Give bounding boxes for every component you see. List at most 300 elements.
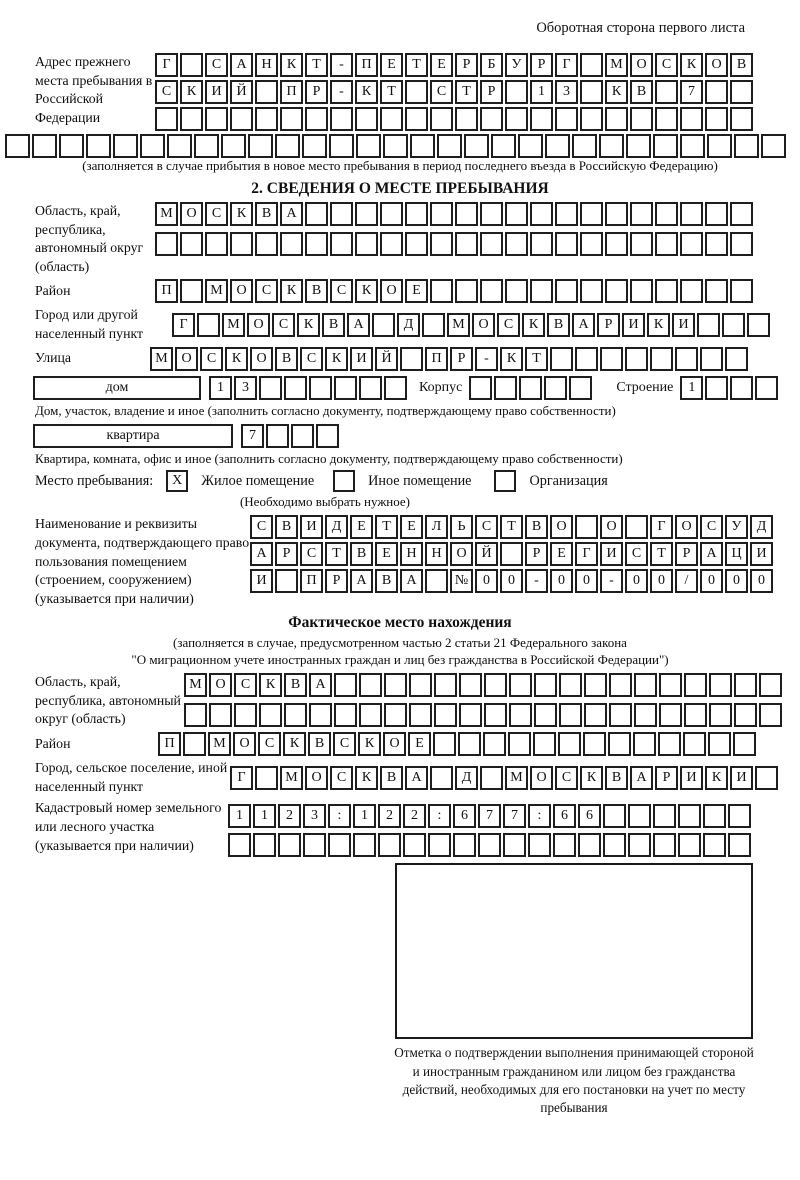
char-box [584, 703, 607, 727]
char-box: У [725, 515, 748, 539]
city-actual-row[interactable] [230, 766, 780, 790]
char-box [167, 134, 192, 158]
char-box [609, 703, 632, 727]
char-box [697, 313, 720, 337]
char-box: Р [525, 542, 548, 566]
char-box [291, 424, 314, 448]
char-box: 3 [555, 80, 578, 104]
char-box [480, 202, 503, 226]
char-box [734, 703, 757, 727]
char-box: С [234, 673, 257, 697]
char-box [630, 202, 653, 226]
char-box [605, 279, 628, 303]
char-box [599, 134, 624, 158]
char-box: С [300, 542, 323, 566]
char-box [309, 703, 332, 727]
char-box: Д [750, 515, 773, 539]
char-box [205, 232, 228, 256]
char-box [155, 232, 178, 256]
char-box: Т [650, 542, 673, 566]
char-box [555, 107, 578, 131]
field-district [35, 279, 800, 303]
char-box [625, 347, 648, 371]
char-box [140, 134, 165, 158]
char-box: Г [172, 313, 195, 337]
char-box [630, 279, 653, 303]
apartment-note: Квартира, комната, офис и иное (заполнить согласно документу, подтверждающему право собственности) [35, 450, 623, 466]
char-box [484, 703, 507, 727]
char-box: В [380, 766, 403, 790]
char-box: С [625, 542, 648, 566]
char-box: Р [480, 80, 503, 104]
document-row-1[interactable] [250, 515, 775, 539]
char-box [680, 202, 703, 226]
char-box [755, 766, 778, 790]
char-box [578, 833, 601, 857]
char-box: Й [375, 347, 398, 371]
char-box [626, 134, 651, 158]
char-box [650, 347, 673, 371]
char-box [430, 766, 453, 790]
char-box [734, 673, 757, 697]
char-box [221, 134, 246, 158]
char-box [359, 673, 382, 697]
char-box [530, 232, 553, 256]
char-box [494, 376, 517, 400]
char-box: С [555, 766, 578, 790]
char-box [628, 833, 651, 857]
char-box [478, 833, 501, 857]
char-box: О [247, 313, 270, 337]
char-box [305, 232, 328, 256]
char-box [434, 673, 457, 697]
char-box [634, 703, 657, 727]
char-box: Г [575, 542, 598, 566]
house-number-boxes[interactable] [209, 376, 409, 400]
region-row-2[interactable] [155, 232, 755, 256]
char-box [600, 347, 623, 371]
char-box: 0 [575, 569, 598, 593]
char-box: 1 [253, 804, 276, 828]
char-box [708, 732, 731, 756]
char-box [505, 107, 528, 131]
stay-type-label: Место пребывания: [35, 472, 154, 489]
char-box: И [680, 766, 703, 790]
char-box [32, 134, 57, 158]
char-box: 1 [530, 80, 553, 104]
char-box: К [358, 732, 381, 756]
char-box: 2 [403, 804, 426, 828]
char-box [725, 347, 748, 371]
char-box [197, 313, 220, 337]
char-box [434, 703, 457, 727]
char-box [603, 804, 626, 828]
char-box [730, 279, 753, 303]
char-box [580, 232, 603, 256]
char-box [455, 232, 478, 256]
char-box [302, 134, 327, 158]
stay-type-checkbox-org[interactable] [494, 470, 516, 492]
char-box: Р [675, 542, 698, 566]
char-box [355, 232, 378, 256]
char-box [569, 376, 592, 400]
char-box: С [430, 80, 453, 104]
field-stay-type [35, 470, 800, 492]
char-box: К [259, 673, 282, 697]
char-box: Й [475, 542, 498, 566]
char-box [409, 703, 432, 727]
stroenie-boxes[interactable] [680, 376, 780, 400]
char-box [255, 766, 278, 790]
char-box [328, 833, 351, 857]
char-box [330, 107, 353, 131]
char-box [205, 107, 228, 131]
char-box [378, 833, 401, 857]
stamp-note: Отметка о подтверждении выполнения принимающей стороной и иностранным гражданином или лицом без гражданства действий, необходимых для его постановки на учет по месту пребывания [394, 1045, 754, 1115]
char-box: С [333, 732, 356, 756]
char-box: К [680, 53, 703, 77]
prev-address-note: (заполняется в случае прибытия в новое место пребывания в период последнего въезда в Российскую Федерацию) [82, 158, 718, 173]
char-box [405, 80, 428, 104]
char-box [353, 833, 376, 857]
apartment-type-box[interactable]: квартира [33, 424, 233, 448]
char-box [234, 703, 257, 727]
char-box: 6 [453, 804, 476, 828]
char-box [605, 232, 628, 256]
city-label: Город или другой населенный пункт [35, 307, 144, 342]
char-box [655, 279, 678, 303]
char-box: 0 [750, 569, 773, 593]
char-box [709, 703, 732, 727]
char-box: Е [380, 53, 403, 77]
char-box: 3 [303, 804, 326, 828]
char-box: М [280, 766, 303, 790]
char-box: К [580, 766, 603, 790]
char-box [580, 80, 603, 104]
char-box [722, 313, 745, 337]
prev-address-label: Адрес прежнего места пребывания в Российской Федерации [35, 54, 153, 125]
char-box: Е [350, 515, 373, 539]
char-box: А [309, 673, 332, 697]
char-box: Д [325, 515, 348, 539]
street-label: Улица [35, 350, 71, 366]
char-box: Й [230, 80, 253, 104]
char-box [678, 804, 701, 828]
char-box [625, 515, 648, 539]
char-box: А [250, 542, 273, 566]
char-box [180, 279, 203, 303]
char-box [575, 515, 598, 539]
char-box [705, 107, 728, 131]
char-box [555, 232, 578, 256]
document-row-2[interactable] [250, 542, 775, 566]
district-actual-row[interactable] [158, 732, 758, 756]
char-box: - [525, 569, 548, 593]
char-box: И [730, 766, 753, 790]
char-box: Р [450, 347, 473, 371]
char-box [555, 279, 578, 303]
char-box [355, 202, 378, 226]
char-box [730, 232, 753, 256]
apartment-number-boxes[interactable] [241, 424, 341, 448]
char-box: Е [375, 542, 398, 566]
char-box: В [255, 202, 278, 226]
field-cadastre [35, 799, 800, 857]
char-box [530, 107, 553, 131]
char-box: 0 [475, 569, 498, 593]
char-box: К [605, 80, 628, 104]
house-type-box[interactable]: дом [33, 376, 201, 400]
char-box: № [450, 569, 473, 593]
char-box: А [230, 53, 253, 77]
char-box [458, 732, 481, 756]
char-box [675, 347, 698, 371]
char-box [180, 232, 203, 256]
char-box: Г [555, 53, 578, 77]
char-box: И [672, 313, 695, 337]
char-box [455, 279, 478, 303]
char-box: В [322, 313, 345, 337]
field-region-actual [35, 673, 800, 729]
char-box [680, 232, 703, 256]
char-box [356, 134, 381, 158]
char-box [484, 673, 507, 697]
char-box [509, 673, 532, 697]
char-box [684, 673, 707, 697]
prev-address-row-4[interactable] [5, 134, 800, 158]
prev-address-row-1[interactable] [155, 53, 755, 77]
char-box: Е [550, 542, 573, 566]
char-box: О [675, 515, 698, 539]
char-box [383, 134, 408, 158]
char-box [230, 232, 253, 256]
char-box [633, 732, 656, 756]
char-box: С [205, 53, 228, 77]
char-box: Р [455, 53, 478, 77]
char-box: 0 [725, 569, 748, 593]
char-box: Л [425, 515, 448, 539]
region-row-1[interactable] [155, 202, 755, 226]
char-box: 7 [478, 804, 501, 828]
char-box: О [380, 279, 403, 303]
char-box: А [405, 766, 428, 790]
stay-type-checkbox-inoe[interactable] [333, 470, 355, 492]
char-box [705, 279, 728, 303]
char-box [680, 107, 703, 131]
prev-address-row-2[interactable] [155, 80, 755, 104]
char-box: В [308, 732, 331, 756]
char-box: М [205, 279, 228, 303]
field-region [35, 202, 800, 277]
char-box [303, 833, 326, 857]
char-box: Р [325, 569, 348, 593]
char-box [703, 833, 726, 857]
char-box [155, 107, 178, 131]
korpus-boxes[interactable] [469, 376, 594, 400]
char-box [405, 202, 428, 226]
char-box: М [505, 766, 528, 790]
char-box [572, 134, 597, 158]
char-box [284, 376, 307, 400]
char-box [309, 376, 332, 400]
city-row[interactable] [172, 313, 772, 337]
char-box [728, 833, 751, 857]
char-box: О [550, 515, 573, 539]
char-box [184, 703, 207, 727]
char-box: 7 [503, 804, 526, 828]
section2-title: 2. СВЕДЕНИЯ О МЕСТЕ ПРЕБЫВАНИЯ [251, 179, 549, 197]
char-box: К [355, 766, 378, 790]
stay-type-note: (Необходимо выбрать нужное) [239, 494, 411, 510]
char-box [329, 134, 354, 158]
char-box [209, 703, 232, 727]
char-box: М [208, 732, 231, 756]
char-box [575, 347, 598, 371]
char-box: С [330, 279, 353, 303]
char-box [380, 107, 403, 131]
char-box [583, 732, 606, 756]
cadastre-row-2[interactable] [228, 833, 753, 857]
char-box [405, 232, 428, 256]
korpus-label: Корпус [419, 379, 463, 395]
char-box [255, 80, 278, 104]
char-box [609, 673, 632, 697]
char-box [480, 107, 503, 131]
char-box [334, 703, 357, 727]
field-document [35, 515, 800, 608]
char-box [430, 279, 453, 303]
char-box: И [250, 569, 273, 593]
field-house [33, 376, 800, 400]
char-box [330, 202, 353, 226]
char-box [430, 202, 453, 226]
prev-address-row-3[interactable] [155, 107, 755, 131]
char-box [280, 232, 303, 256]
char-box: Ь [450, 515, 473, 539]
char-box [655, 232, 678, 256]
char-box [403, 833, 426, 857]
char-box: В [375, 569, 398, 593]
char-box: М [447, 313, 470, 337]
char-box [469, 376, 492, 400]
city-actual-label: Город, сельское поселение, иной населенный пункт [35, 760, 228, 794]
field-city-actual [35, 759, 800, 796]
stay-type-checkbox-zhiloe[interactable]: X [166, 470, 188, 492]
char-box: А [572, 313, 595, 337]
char-box: И [750, 542, 773, 566]
char-box: М [184, 673, 207, 697]
actual-location-note-1: (заполняется в случае, предусмотренном частью 2 статьи 21 Федерального закона [173, 635, 627, 651]
char-box [505, 232, 528, 256]
char-box [534, 673, 557, 697]
char-box [278, 833, 301, 857]
char-box: П [158, 732, 181, 756]
char-box: Р [305, 80, 328, 104]
stay-type-option-org: Организация [529, 472, 608, 489]
char-box [459, 673, 482, 697]
district-row[interactable] [155, 279, 755, 303]
char-box [630, 232, 653, 256]
char-box [428, 833, 451, 857]
region-label: Область, край, республика, автономный округ (область) [35, 202, 144, 274]
char-box [491, 134, 516, 158]
char-box [605, 202, 628, 226]
char-box: В [605, 766, 628, 790]
char-box: 0 [625, 569, 648, 593]
char-box: О [472, 313, 495, 337]
char-box: К [500, 347, 523, 371]
char-box [533, 732, 556, 756]
char-box [705, 80, 728, 104]
char-box: / [675, 569, 698, 593]
char-box [455, 202, 478, 226]
char-box [761, 134, 786, 158]
char-box: К [230, 202, 253, 226]
char-box: И [300, 515, 323, 539]
street-row[interactable] [150, 347, 750, 371]
char-box [505, 279, 528, 303]
char-box [380, 202, 403, 226]
char-box [655, 202, 678, 226]
char-box [659, 673, 682, 697]
char-box: О [180, 202, 203, 226]
document-row-3[interactable] [250, 569, 775, 593]
stamp-box[interactable] [395, 863, 753, 1039]
char-box: С [205, 202, 228, 226]
char-box [733, 732, 756, 756]
char-box [59, 134, 84, 158]
char-box [730, 107, 753, 131]
char-box [433, 732, 456, 756]
char-box [683, 732, 706, 756]
char-box [603, 833, 626, 857]
char-box [709, 673, 732, 697]
char-box: О [233, 732, 256, 756]
char-box: С [655, 53, 678, 77]
char-box [183, 732, 206, 756]
char-box [759, 703, 782, 727]
char-box: А [280, 202, 303, 226]
char-box [266, 424, 289, 448]
actual-location-title: Фактическое место нахождения [288, 614, 512, 632]
char-box [430, 107, 453, 131]
cadastre-row-1[interactable] [228, 804, 753, 828]
char-box: - [330, 53, 353, 77]
char-box: Т [455, 80, 478, 104]
char-box: П [355, 53, 378, 77]
char-box: К [522, 313, 545, 337]
char-box [630, 107, 653, 131]
region-actual-row-2[interactable] [184, 703, 784, 727]
char-box: Г [650, 515, 673, 539]
char-box [655, 80, 678, 104]
char-box: К [705, 766, 728, 790]
char-box [275, 569, 298, 593]
char-box [759, 673, 782, 697]
region-actual-row-1[interactable] [184, 673, 784, 697]
char-box: Б [480, 53, 503, 77]
char-box: М [155, 202, 178, 226]
field-city [35, 306, 800, 343]
char-box [558, 732, 581, 756]
char-box: В [350, 542, 373, 566]
char-box [530, 279, 553, 303]
char-box [275, 134, 300, 158]
char-box [180, 53, 203, 77]
char-box [545, 134, 570, 158]
char-box [334, 376, 357, 400]
char-box [405, 107, 428, 131]
